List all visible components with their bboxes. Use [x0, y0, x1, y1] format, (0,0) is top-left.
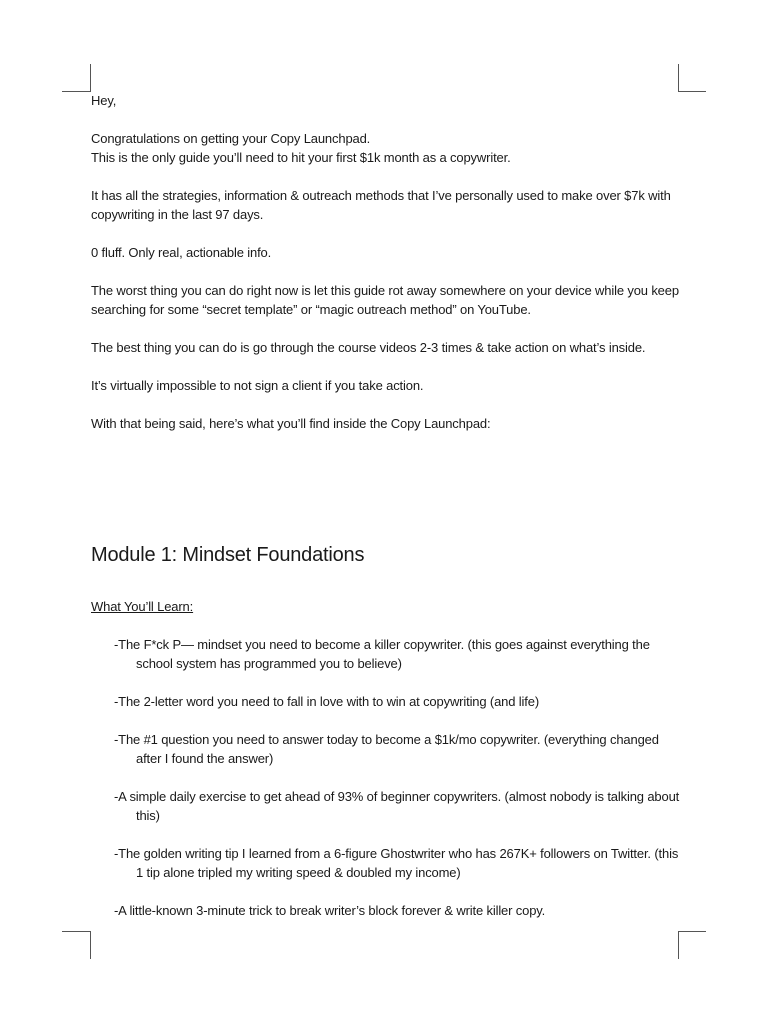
- crop-mark-top-left-horizontal: [62, 91, 90, 92]
- list-item: -A little-known 3-minute trick to break writer’s block forever & write killer copy.: [114, 903, 546, 918]
- crop-mark-bottom-left-horizontal: [62, 931, 90, 932]
- list-item: -The 2-letter word you need to fall in love with to win at copywriting (and life): [114, 694, 540, 709]
- intro-paragraph-whats-inside: With that being said, here’s what you’ll find inside the Copy Launchpad:: [91, 416, 491, 431]
- intro-paragraph-best-thing: The best thing you can do is go through the course videos 2-3 times & take action on what’s inside.: [91, 340, 646, 355]
- crop-mark-top-left-vertical: [90, 64, 91, 92]
- module-title: Module 1: Mindset Foundations: [91, 544, 365, 566]
- crop-mark-top-right-horizontal: [678, 91, 706, 92]
- intro-paragraph-no-fluff: 0 fluff. Only real, actionable info.: [91, 245, 272, 260]
- learn-list: [114, 635, 684, 939]
- intro-section: [91, 91, 681, 452]
- crop-mark-bottom-left-vertical: [90, 931, 91, 959]
- intro-paragraph-worst-thing: The worst thing you can do right now is let this guide rot away somewhere on your device while you keep searching for some “secret template” or “magic outreach method” on YouTube.: [91, 283, 679, 317]
- learn-heading: What You’ll Learn:: [91, 599, 194, 614]
- intro-line-1: Congratulations on getting your Copy Launchpad.: [91, 131, 371, 146]
- intro-paragraph-strategies: It has all the strategies, information & outreach methods that I’ve personally used to make over $7k with copywriting in the last 97 days.: [91, 188, 671, 222]
- list-item: -The F*ck P— mindset you need to become a killer copywriter. (this goes against everything the school system has programmed you to believe): [114, 637, 650, 671]
- intro-paragraph-take-action: It’s virtually impossible to not sign a client if you take action.: [91, 378, 424, 393]
- list-item: -The golden writing tip I learned from a 6-figure Ghostwriter who has 267K+ followers on Twitter. (this 1 tip alone tripled my writing speed & doubled my income): [114, 846, 679, 880]
- list-item: -The #1 question you need to answer today to become a $1k/mo copywriter. (everything changed after I found the answer): [114, 732, 659, 766]
- intro-line-2: This is the only guide you’ll need to hit your first $1k month as a copywriter.: [91, 150, 511, 165]
- crop-mark-top-right-vertical: [678, 64, 679, 92]
- greeting: Hey,: [91, 93, 117, 108]
- list-item: -A simple daily exercise to get ahead of 93% of beginner copywriters. (almost nobody is talking about this): [114, 789, 680, 823]
